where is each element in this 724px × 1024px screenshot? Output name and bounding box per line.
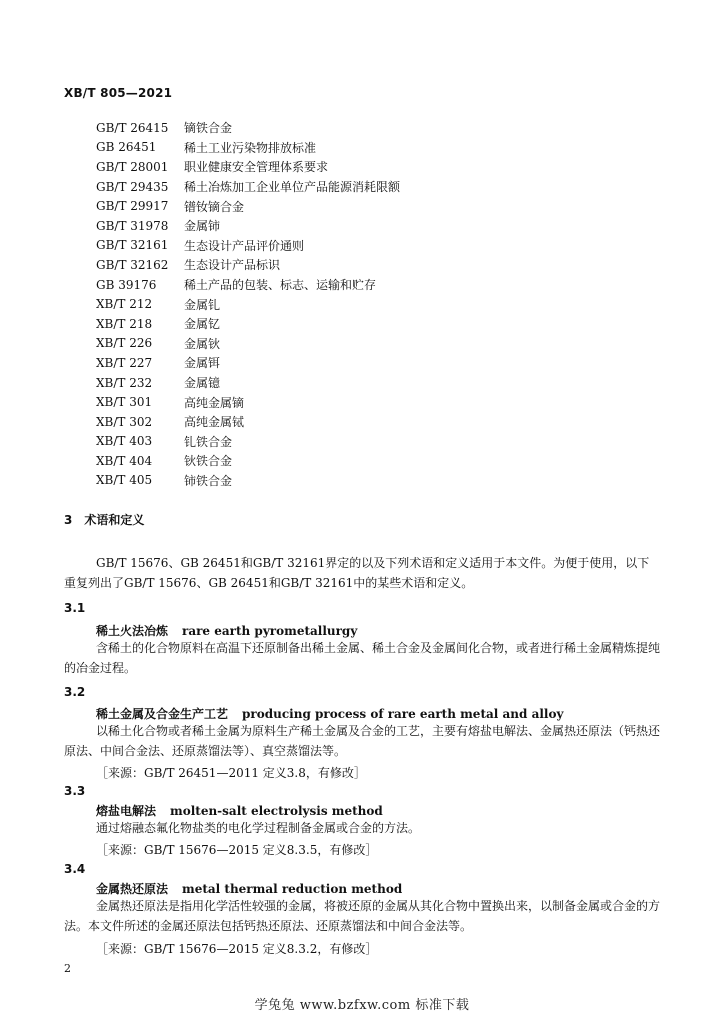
reference-code: XB/T 227 bbox=[96, 355, 153, 370]
reference-code: XB/T 218 bbox=[96, 316, 153, 331]
term-heading bbox=[96, 802, 383, 819]
term-source: ［来源：GB/T 15676—2015 定义8.3.5，有修改］ bbox=[96, 843, 378, 857]
reference-item bbox=[96, 412, 656, 432]
term-source: ［来源：GB/T 15676—2015 定义8.3.2，有修改］ bbox=[96, 942, 378, 956]
reference-title: 铈铁合金 bbox=[184, 473, 233, 488]
reference-item bbox=[96, 216, 656, 236]
reference-code: GB/T 32161 bbox=[96, 238, 169, 253]
reference-title: 金属铒 bbox=[184, 356, 221, 371]
reference-item bbox=[96, 353, 656, 373]
term-definition: 通过熔融态氟化物盐类的电化学过程制备金属或合金的方法。 bbox=[96, 821, 421, 835]
reference-title: 生态设计产品标识 bbox=[184, 258, 281, 273]
term-number: 3.3 bbox=[64, 784, 86, 798]
reference-item bbox=[96, 471, 656, 491]
reference-code: GB/T 29435 bbox=[96, 179, 169, 194]
term-en: metal thermal reduction method bbox=[182, 882, 403, 896]
reference-title: 金属钇 bbox=[184, 317, 221, 332]
reference-title: 稀土工业污染物排放标准 bbox=[184, 140, 317, 155]
term-zh: 稀土金属及合金生产工艺 bbox=[96, 707, 229, 721]
reference-title: 金属铈 bbox=[184, 219, 221, 234]
term-heading bbox=[96, 705, 563, 722]
reference-code: XB/T 226 bbox=[96, 336, 153, 351]
term-definition: 含稀土的化合物原料在高温下还原制备出稀土金属、稀土合金及金属间化合物，或者进行稀土金属精炼提纯的冶金过程。 bbox=[64, 641, 661, 675]
reference-title: 职业健康安全管理体系要求 bbox=[184, 160, 329, 175]
reference-title: 稀土产品的包装、标志、运输和贮存 bbox=[184, 278, 377, 293]
reference-code: GB/T 32162 bbox=[96, 257, 169, 272]
reference-item bbox=[96, 118, 656, 138]
reference-item bbox=[96, 294, 656, 314]
term-number: 3.2 bbox=[64, 685, 86, 699]
reference-code: XB/T 232 bbox=[96, 375, 153, 390]
reference-code: GB/T 31978 bbox=[96, 218, 169, 233]
reference-item bbox=[96, 373, 656, 393]
reference-title: 金属镱 bbox=[184, 376, 221, 391]
reference-item bbox=[96, 275, 656, 295]
reference-title: 高纯金属铽 bbox=[184, 415, 245, 430]
reference-code: GB/T 26415 bbox=[96, 120, 169, 135]
term-definition: 金属热还原法是指用化学活性较强的金属，将被还原的金属从其化合物中置换出来，以制备金属或合金的方法。本文件所述的金属还原法包括钙热还原法、还原蒸馏法和中间合金法等。 bbox=[64, 899, 661, 933]
term-heading bbox=[96, 622, 357, 639]
reference-title: 钆铁合金 bbox=[184, 434, 233, 449]
term-heading bbox=[96, 880, 402, 897]
reference-item bbox=[96, 236, 656, 256]
reference-code: XB/T 403 bbox=[96, 434, 153, 449]
reference-item bbox=[96, 334, 656, 354]
watermark: 学兔兔 www.bzfxw.com 标准下载 bbox=[254, 998, 470, 1013]
reference-code: GB/T 29917 bbox=[96, 199, 169, 214]
reference-item bbox=[96, 432, 656, 452]
term-en: producing process of rare earth metal and alloy bbox=[242, 707, 564, 721]
reference-code: GB 26451 bbox=[96, 140, 157, 155]
term-definition: 以稀土化合物或者稀土金属为原料生产稀土金属及合金的工艺，主要有熔盐电解法、金属热还原法（钙热还原法、中间合金法、还原蒸馏法等）、真空蒸馏法等。 bbox=[64, 724, 661, 758]
reference-title: 金属钆 bbox=[184, 297, 221, 312]
section-title: 术语和定义 bbox=[84, 513, 145, 527]
reference-title: 稀土冶炼加工企业单位产品能源消耗限额 bbox=[184, 180, 401, 195]
reference-code: XB/T 302 bbox=[96, 414, 153, 429]
term-en: rare earth pyrometallurgy bbox=[182, 624, 358, 638]
reference-item bbox=[96, 392, 656, 412]
reference-code: XB/T 404 bbox=[96, 453, 153, 468]
document-code: XB/T 805—2021 bbox=[64, 86, 173, 100]
reference-code: XB/T 212 bbox=[96, 297, 153, 312]
reference-title: 金属钬 bbox=[184, 336, 221, 351]
term-zh: 熔盐电解法 bbox=[96, 804, 157, 818]
reference-list bbox=[96, 118, 656, 490]
reference-code: GB/T 28001 bbox=[96, 159, 169, 174]
reference-item bbox=[96, 451, 656, 471]
reference-title: 高纯金属镝 bbox=[184, 395, 245, 410]
reference-title: 镨钕镝合金 bbox=[184, 199, 245, 214]
page-number: 2 bbox=[64, 962, 71, 975]
section-heading bbox=[64, 511, 144, 528]
term-zh: 稀土火法冶炼 bbox=[96, 624, 169, 638]
reference-item bbox=[96, 138, 656, 158]
term-zh: 金属热还原法 bbox=[96, 882, 169, 896]
section-number: 3 bbox=[64, 513, 73, 527]
reference-item bbox=[96, 157, 656, 177]
term-number: 3.4 bbox=[64, 862, 86, 876]
section-intro: GB/T 15676、GB 26451和GB/T 32161界定的以及下列术语和定义适用于本文件。为便于使用，以下重复列出了GB/T 15676、GB 26451和GB/T 32161中的某些术语和定义。 bbox=[64, 556, 650, 590]
reference-title: 生态设计产品评价通则 bbox=[184, 238, 305, 253]
reference-code: GB 39176 bbox=[96, 277, 157, 292]
reference-title: 镝铁合金 bbox=[184, 121, 233, 136]
term-en: molten-salt electrolysis method bbox=[170, 804, 383, 818]
reference-item bbox=[96, 255, 656, 275]
reference-title: 钬铁合金 bbox=[184, 454, 233, 469]
reference-item bbox=[96, 177, 656, 197]
term-number: 3.1 bbox=[64, 601, 86, 615]
reference-code: XB/T 301 bbox=[96, 395, 153, 410]
reference-code: XB/T 405 bbox=[96, 473, 153, 488]
reference-item bbox=[96, 196, 656, 216]
reference-item bbox=[96, 314, 656, 334]
term-source: ［来源：GB/T 26451—2011 定义3.8，有修改］ bbox=[96, 766, 366, 780]
